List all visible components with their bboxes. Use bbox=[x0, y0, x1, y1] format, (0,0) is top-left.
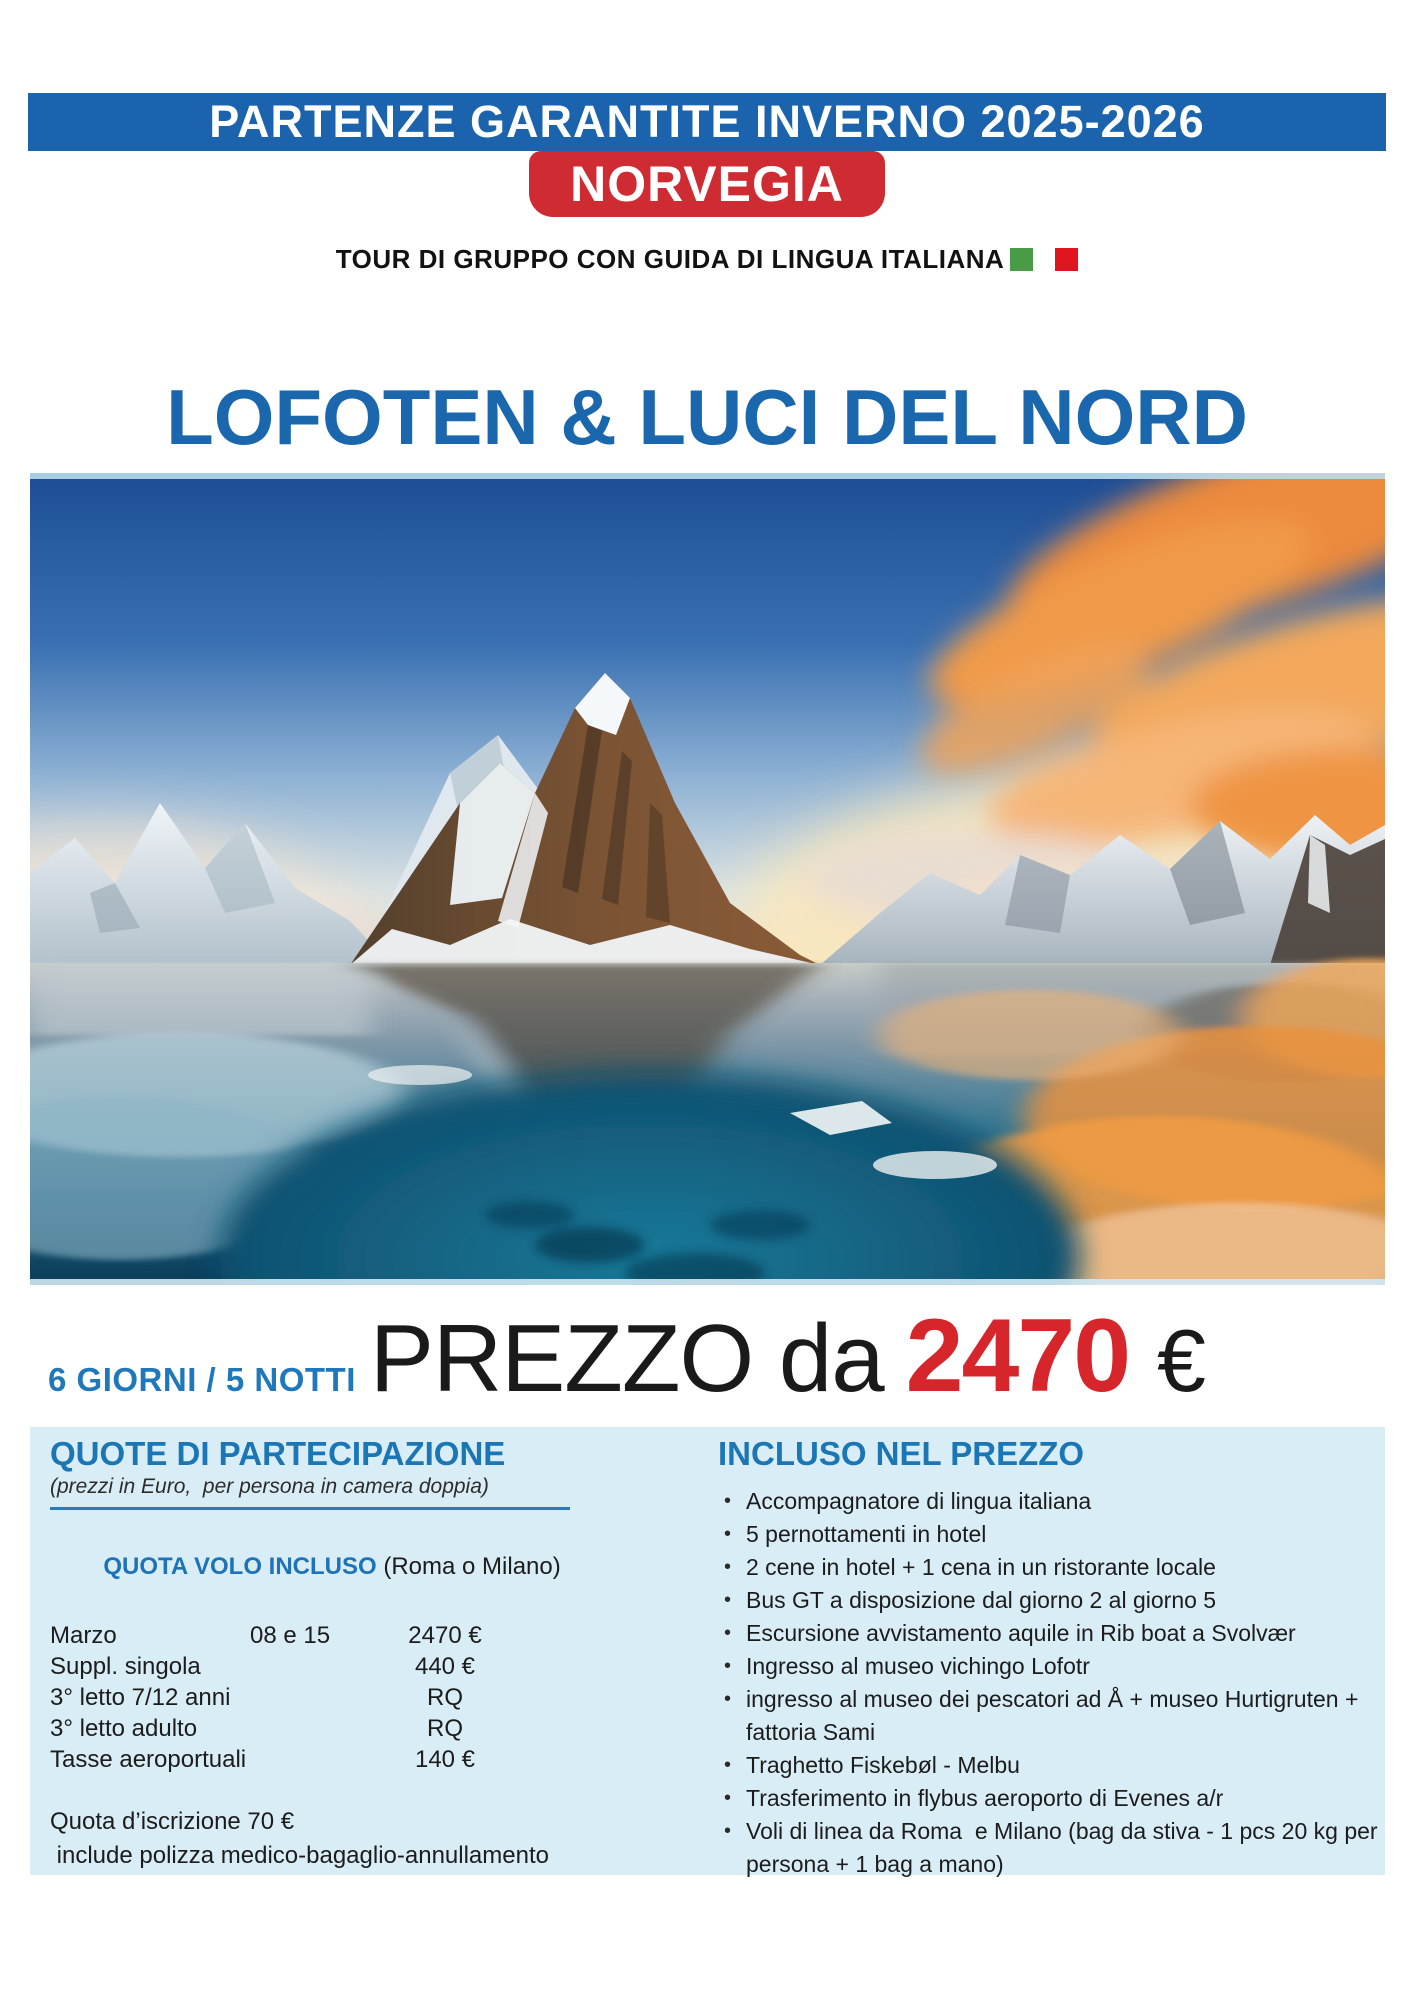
italy-flag-icon bbox=[1010, 248, 1078, 271]
registration-note: Quota d’iscrizione 70 € bbox=[50, 1808, 295, 1835]
quote-row-dates bbox=[250, 1651, 370, 1682]
quote-row-label: 3° letto 7/12 anni bbox=[50, 1684, 231, 1711]
list-item: • Voli di linea da Roma e Milano (bag da stiva - 1 pcs 20 kg per persona + 1 bag a mano) bbox=[718, 1815, 1383, 1881]
info-panel bbox=[30, 1427, 1385, 1875]
banner-bar bbox=[28, 93, 1386, 151]
included-section bbox=[718, 1435, 1383, 1881]
quote-row-dates: 08 e 15 bbox=[250, 1622, 331, 1649]
quotes-heading: QUOTE DI PARTECIPAZIONE bbox=[50, 1435, 506, 1472]
flag-green-square bbox=[1010, 248, 1033, 271]
tour-subtitle-text: TOUR DI GRUPPO CON GUIDA DI LINGUA ITALIANA bbox=[335, 244, 1005, 274]
quote-row-value: 440 € bbox=[414, 1653, 476, 1680]
quotes-section bbox=[50, 1435, 670, 1873]
quote-row bbox=[50, 1651, 670, 1682]
list-item: • Trasferimento in flybus aeroporto di Evenes a/r bbox=[718, 1782, 1383, 1815]
quote-row bbox=[50, 1713, 670, 1744]
price-prefix: PREZZO da bbox=[369, 1305, 884, 1412]
quote-row-value: 140 € bbox=[414, 1746, 476, 1773]
country-badge-text: NORVEGIA bbox=[570, 156, 844, 212]
fjord-photo bbox=[30, 473, 1385, 1285]
quote-row-label: Tasse aeroportuali bbox=[50, 1746, 247, 1773]
country-badge bbox=[529, 151, 885, 217]
included-list bbox=[718, 1485, 1383, 1881]
quote-row-label: 3° letto adulto bbox=[50, 1715, 198, 1742]
quote-row bbox=[50, 1620, 670, 1651]
list-item: • 2 cene in hotel + 1 cena in un ristorante locale bbox=[718, 1551, 1383, 1584]
flight-quota-label: QUOTA VOLO INCLUSO bbox=[103, 1553, 377, 1580]
included-heading: INCLUSO NEL PREZZO bbox=[718, 1435, 1085, 1472]
quote-row-label: Suppl. singola bbox=[50, 1653, 201, 1680]
notes-block bbox=[50, 1805, 670, 1873]
flight-quota-line bbox=[50, 1522, 670, 1612]
quote-row-dates bbox=[250, 1744, 370, 1775]
price-currency: € bbox=[1157, 1311, 1206, 1410]
banner-text: PARTENZE GARANTITE INVERNO 2025-2026 bbox=[209, 96, 1205, 147]
quote-row bbox=[50, 1744, 670, 1775]
list-item: • ingresso al museo dei pescatori ad Å + museo Hurtigruten + fattoria Sami bbox=[718, 1683, 1383, 1749]
price-amount: 2470 bbox=[905, 1298, 1130, 1414]
quote-row-value: 2470 € bbox=[408, 1622, 482, 1649]
duration-label: 6 GIORNI / 5 NOTTI bbox=[48, 1361, 356, 1398]
quote-row-label: Marzo bbox=[50, 1622, 117, 1649]
quote-row-dates bbox=[250, 1682, 370, 1713]
list-item: • 5 pernottamenti in hotel bbox=[718, 1518, 1383, 1551]
quote-row-value: RQ bbox=[427, 1684, 463, 1711]
page-title: LOFOTEN & LUCI DEL NORD bbox=[166, 373, 1248, 461]
quote-row-dates bbox=[250, 1713, 370, 1744]
divider-rule bbox=[50, 1507, 570, 1510]
list-item: • Escursione avvistamento aquile in Rib boat a Svolvær bbox=[718, 1617, 1383, 1650]
list-item: • Ingresso al museo vichingo Lofotr bbox=[718, 1650, 1383, 1683]
quotes-subheading: (prezzi in Euro, per persona in camera doppia) bbox=[50, 1475, 489, 1498]
flight-quota-note: (Roma o Milano) bbox=[376, 1553, 561, 1580]
fjord-photo-illustration bbox=[30, 473, 1385, 1285]
list-item: • Traghetto Fiskebøl - Melbu bbox=[718, 1749, 1383, 1782]
quotes-table bbox=[50, 1620, 670, 1775]
list-item: • Accompagnatore di lingua italiana bbox=[718, 1485, 1383, 1518]
insurance-note: include polizza medico-bagaglio-annullamento bbox=[50, 1842, 549, 1869]
quote-row-value: RQ bbox=[427, 1715, 463, 1742]
flag-red-square bbox=[1055, 248, 1078, 271]
list-item: • Bus GT a disposizione dal giorno 2 al giorno 5 bbox=[718, 1584, 1383, 1617]
flag-white-gap bbox=[1033, 248, 1055, 271]
price-section bbox=[48, 1297, 1388, 1416]
quote-row bbox=[50, 1682, 670, 1713]
tour-subtitle-row bbox=[0, 244, 1414, 275]
